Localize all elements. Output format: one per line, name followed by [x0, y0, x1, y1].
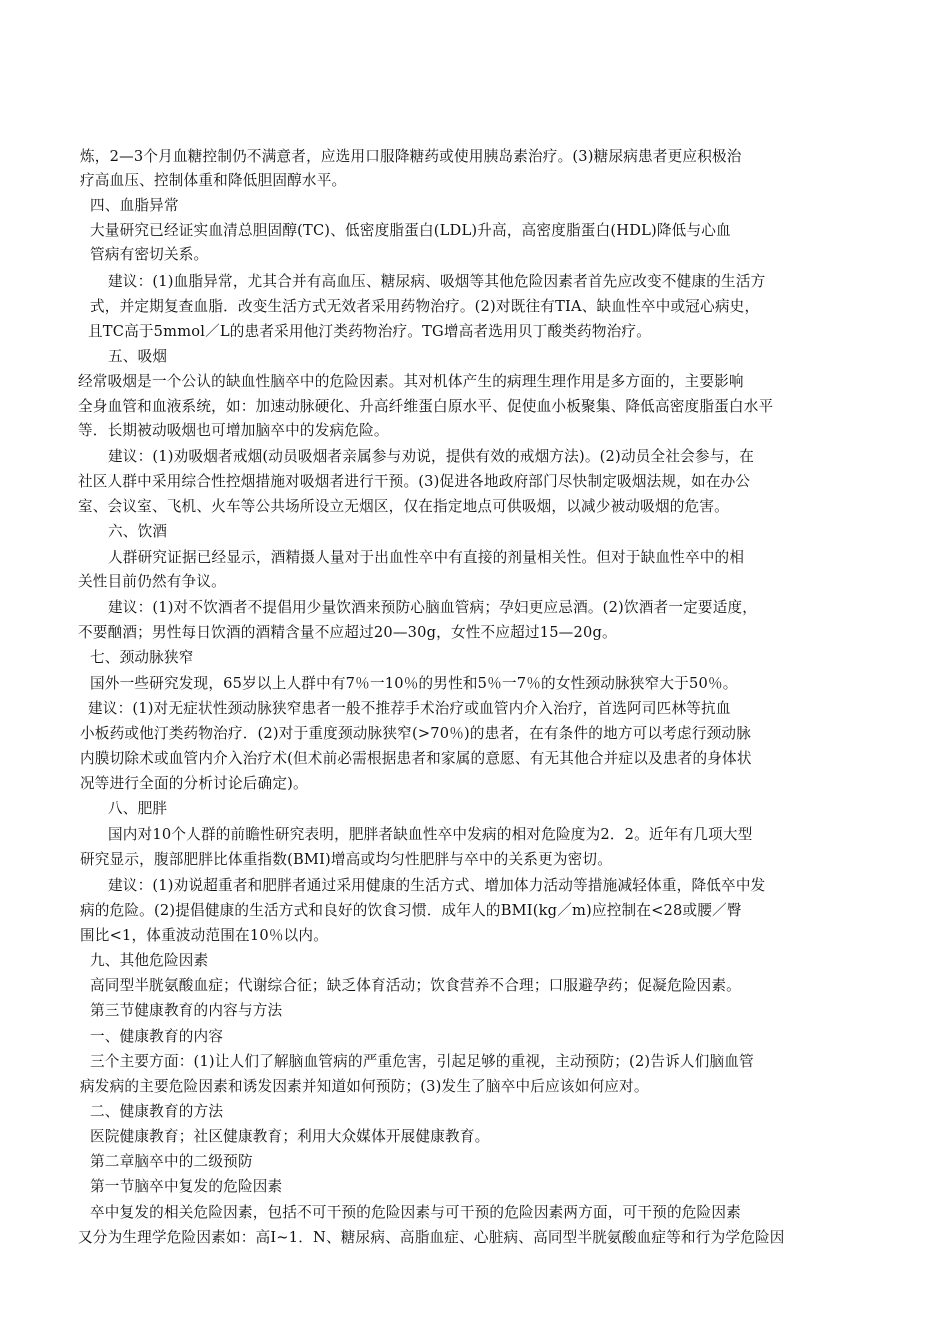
section-heading: 四、血脂异常	[90, 197, 179, 214]
text-line: 建议：(1)劝吸烟者戒烟(动员吸烟者亲属参与劝说，提供有效的戒烟方法)。(2)动员全社会参与，在	[108, 448, 755, 465]
section-heading: 二、健康教育的方法	[90, 1103, 224, 1120]
text-line: 病发病的主要危险因素和诱发因素并知道如何预防；(3)发生了脑卒中后应该如何应对。	[80, 1078, 649, 1095]
section-heading: 九、其他危险因素	[90, 952, 209, 969]
section-heading: 五、吸烟	[108, 348, 168, 365]
section-heading: 一、健康教育的内容	[90, 1028, 224, 1045]
section-heading: 八、肥胖	[108, 800, 168, 817]
text-line: 且TC高于5mmol／L的患者采用他汀类药物治疗。TG增高者选用贝丁酸类药物治疗。	[88, 323, 652, 340]
text-line: 建议：(1)血脂异常，尤其合并有高血压、糖尿病、吸烟等其他危险因素者首先应改变不健康的生活方	[108, 273, 766, 290]
text-line: 三个主要方面：(1)让人们了解脑血管病的严重危害，引起足够的重视，主动预防；(2)告诉人们脑血管	[90, 1053, 754, 1070]
section-heading: 第三节健康教育的内容与方法	[90, 1002, 283, 1019]
text-line: 围比<1，体重波动范围在10％以内。	[80, 927, 328, 944]
text-line: 病的危险。(2)提倡健康的生活方式和良好的饮食习惯．成年人的BMI(kg／m)应控制在<28或腰／臀	[80, 902, 742, 919]
text-line: 内膜切除术或血管内介入治疗术(但术前必需根据患者和家属的意愿、有无其他合并症以及患者的身体状	[80, 750, 752, 767]
text-line: 疗高血压、控制体重和降低胆固醇水平。	[80, 172, 347, 189]
text-line: 高同型半胱氨酸血症；代谢综合征；缺乏体育活动；饮食营养不合理；口服避孕药；促凝危险因素。	[90, 977, 741, 994]
text-line: 人群研究证据已经显示，酒精摄人量对于出血性卒中有直接的剂量相关性。但对于缺血性卒中的相	[108, 549, 745, 566]
text-line: 关性目前仍然有争议。	[78, 573, 226, 590]
text-line: 管病有密切关系。	[90, 246, 209, 263]
text-line: 经常吸烟是一个公认的缺血性脑卒中的危险因素。其对机体产生的病理生理作用是多方面的，主要影响	[78, 373, 744, 390]
text-line: 社区人群中采用综合性控烟措施对吸烟者进行干预。(3)促进各地政府部门尽快制定吸烟法规，如在办公	[78, 473, 751, 490]
text-line: 室、会议室、飞机、火车等公共场所设立无烟区，仅在指定地点可供吸烟，以减少被动吸烟的危害。	[78, 498, 729, 515]
text-line: 等．长期被动吸烟也可增加脑卒中的发病危险。	[78, 422, 389, 439]
section-heading: 六、饮酒	[108, 523, 168, 540]
text-line: 又分为生理学危险因素如：高I~1．N、糖尿病、高脂血症、心脏病、高同型半胱氨酸血症等和行为学危险因	[78, 1229, 785, 1246]
text-line: 小板药或他汀类药物治疗．(2)对于重度颈动脉狭窄(>70％)的患者，在有条件的地方可以考虑行颈动脉	[80, 725, 752, 742]
text-line: 况等进行全面的分析讨论后确定)。	[80, 775, 308, 792]
text-line: 建议：(1)对无症状性颈动脉狭窄患者一般不推荐手术治疗或血管内介入治疗，首选阿司匹林等抗血	[88, 700, 731, 717]
text-line: 大量研究已经证实血清总胆固醇(TC)、低密度脂蛋白(LDL)升高，高密度脂蛋白(HDL)降低与心血	[90, 222, 731, 239]
text-line: 不要酗酒；男性每日饮酒的酒精含量不应超过20—30g，女性不应超过15—20g。	[78, 624, 617, 641]
text-line: 国外一些研究发现，65岁以上人群中有7％一10％的男性和5％一7％的女性颈动脉狭窄大于50％。	[90, 675, 738, 692]
text-line: 医院健康教育；社区健康教育；利用大众媒体开展健康教育。	[90, 1128, 490, 1145]
section-heading: 第一节脑卒中复发的危险因素	[90, 1178, 283, 1195]
text-line: 式，并定期复查血脂．改变生活方式无效者采用药物治疗。(2)对既往有TIA、缺血性卒中或冠心病史，	[90, 298, 760, 315]
text-line: 建议：(1)对不饮酒者不提倡用少量饮酒来预防心脑血管病；孕妇更应忌酒。(2)饮酒者一定要适度，	[108, 599, 758, 616]
text-line: 研究显示，腹部肥胖比体重指数(BMI)增高或均匀性肥胖与卒中的关系更为密切。	[80, 851, 613, 868]
text-line: 建议：(1)劝说超重者和肥胖者通过采用健康的生活方式、增加体力活动等措施减轻体重，降低卒中发	[108, 877, 766, 894]
text-line: 国内对10个人群的前瞻性研究表明，肥胖者缺血性卒中发病的相对危险度为2．2。近年有几项大型	[108, 826, 753, 843]
text-line: 全身血管和血液系统，如：加速动脉硬化、升高纤维蛋白原水平、促使血小板聚集、降低高密度脂蛋白水平	[78, 398, 774, 415]
text-line: 卒中复发的相关危险因素，包括不可干预的危险因素与可干预的危险因素两方面，可干预的危险因素	[90, 1204, 741, 1221]
section-heading: 七、颈动脉狭窄	[90, 649, 194, 666]
section-heading: 第二章脑卒中的二级预防	[90, 1153, 253, 1170]
text-line: 炼，2—3个月血糖控制仍不满意者，应选用口服降糖药或使用胰岛素治疗。(3)糖尿病患者更应积极治	[80, 148, 742, 165]
